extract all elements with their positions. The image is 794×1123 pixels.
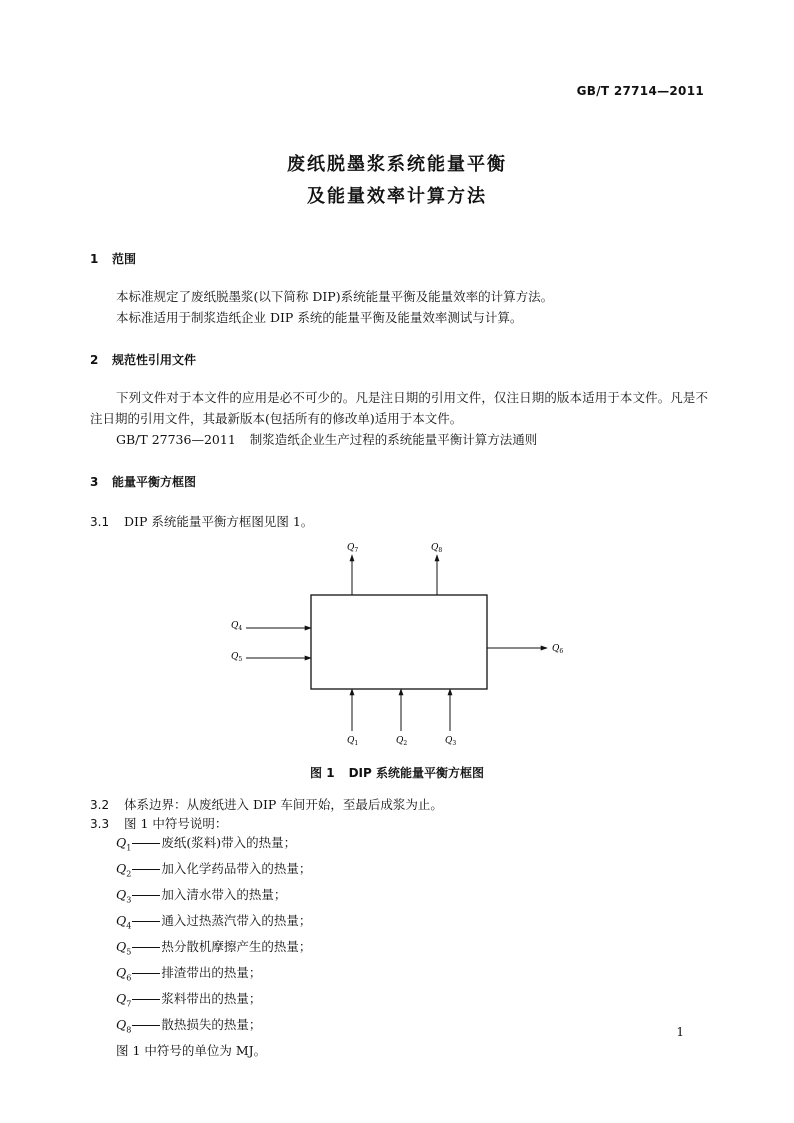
- list-item: $Q_2$ 加入化学药品带入的热量；: [116, 861, 312, 879]
- label-q1: $Q_1$: [347, 736, 359, 747]
- scope-paragraph-1: 本标准规定了废纸脱墨浆(以下简称 DIP)系统能量平衡及能量效率的计算方法。: [116, 289, 554, 304]
- label-q4: $Q_4$: [231, 621, 243, 632]
- section-number: 3: [90, 475, 99, 489]
- section-title: 范围: [112, 252, 137, 266]
- list-item: $Q_4$ 通入过热蒸汽带入的热量；: [116, 913, 312, 931]
- section-number: 1: [90, 252, 99, 266]
- label-q6: $Q_6$: [552, 644, 564, 655]
- clause-number: 3.1: [90, 515, 110, 529]
- document-title-line1: 废纸脱墨浆系统能量平衡: [287, 154, 507, 175]
- figure-label: 图 1: [310, 766, 335, 780]
- list-item: $Q_5$ 热分散机摩擦产生的热量；: [116, 939, 312, 957]
- section-title: 能量平衡方框图: [112, 475, 197, 489]
- clause-number: 3.2: [90, 798, 110, 812]
- label-q2: $Q_2$: [396, 736, 408, 747]
- clause-3-3: [90, 814, 227, 832]
- clause-text: 图 1 中符号说明：: [124, 816, 228, 831]
- figure-caption: [0, 764, 794, 781]
- page-number: 1: [676, 1025, 684, 1039]
- units-note: 图 1 中符号的单位为 MJ。: [116, 1043, 267, 1058]
- list-item: $Q_1$ 废纸(浆料)带入的热量；: [116, 835, 297, 853]
- symbol-list: [116, 833, 311, 1062]
- clause-number: 3.3: [90, 817, 110, 831]
- clause-3-2: [90, 795, 443, 813]
- label-q7: $Q_7$: [347, 543, 359, 554]
- references-paragraph: 下列文件对于本文件的应用是必不可少的。凡是注日期的引用文件，仅注日期的版本适用于本文件。凡是不注日期的引用文件，其最新版本(包括所有的修改单)适用于本文件。: [90, 390, 708, 426]
- figure-caption-text: DIP 系统能量平衡方框图: [348, 766, 484, 780]
- list-item: $Q_6$ 排渣带出的热量；: [116, 965, 262, 983]
- list-item: $Q_3$ 加入清水带入的热量；: [116, 887, 287, 905]
- dip-system-box: [311, 595, 487, 689]
- section-number: 2: [90, 353, 99, 367]
- document-title-line2: 及能量效率计算方法: [307, 186, 487, 207]
- label-q5: $Q_5$: [231, 652, 243, 663]
- clause-text: 体系边界：从废纸进入 DIP 车间开始，至最后成浆为止。: [124, 797, 443, 812]
- standard-code-header: GB/T 27714—2011: [576, 84, 704, 98]
- section-title: 规范性引用文件: [112, 353, 197, 367]
- label-q8: $Q_8$: [431, 543, 443, 554]
- list-item: $Q_7$ 浆料带出的热量；: [116, 991, 262, 1009]
- list-item: $Q_8$ 散热损失的热量；: [116, 1017, 262, 1035]
- label-q3: $Q_3$: [445, 736, 457, 747]
- clause-text: DIP 系统能量平衡方框图见图 1。: [124, 514, 314, 529]
- reference-title: 制浆造纸企业生产过程的系统能量平衡计算方法通则: [249, 432, 538, 447]
- reference-code: GB/T 27736—2011: [116, 432, 236, 447]
- scope-paragraph-2: 本标准适用于制浆造纸企业 DIP 系统的能量平衡及能量效率测试与计算。: [116, 310, 523, 325]
